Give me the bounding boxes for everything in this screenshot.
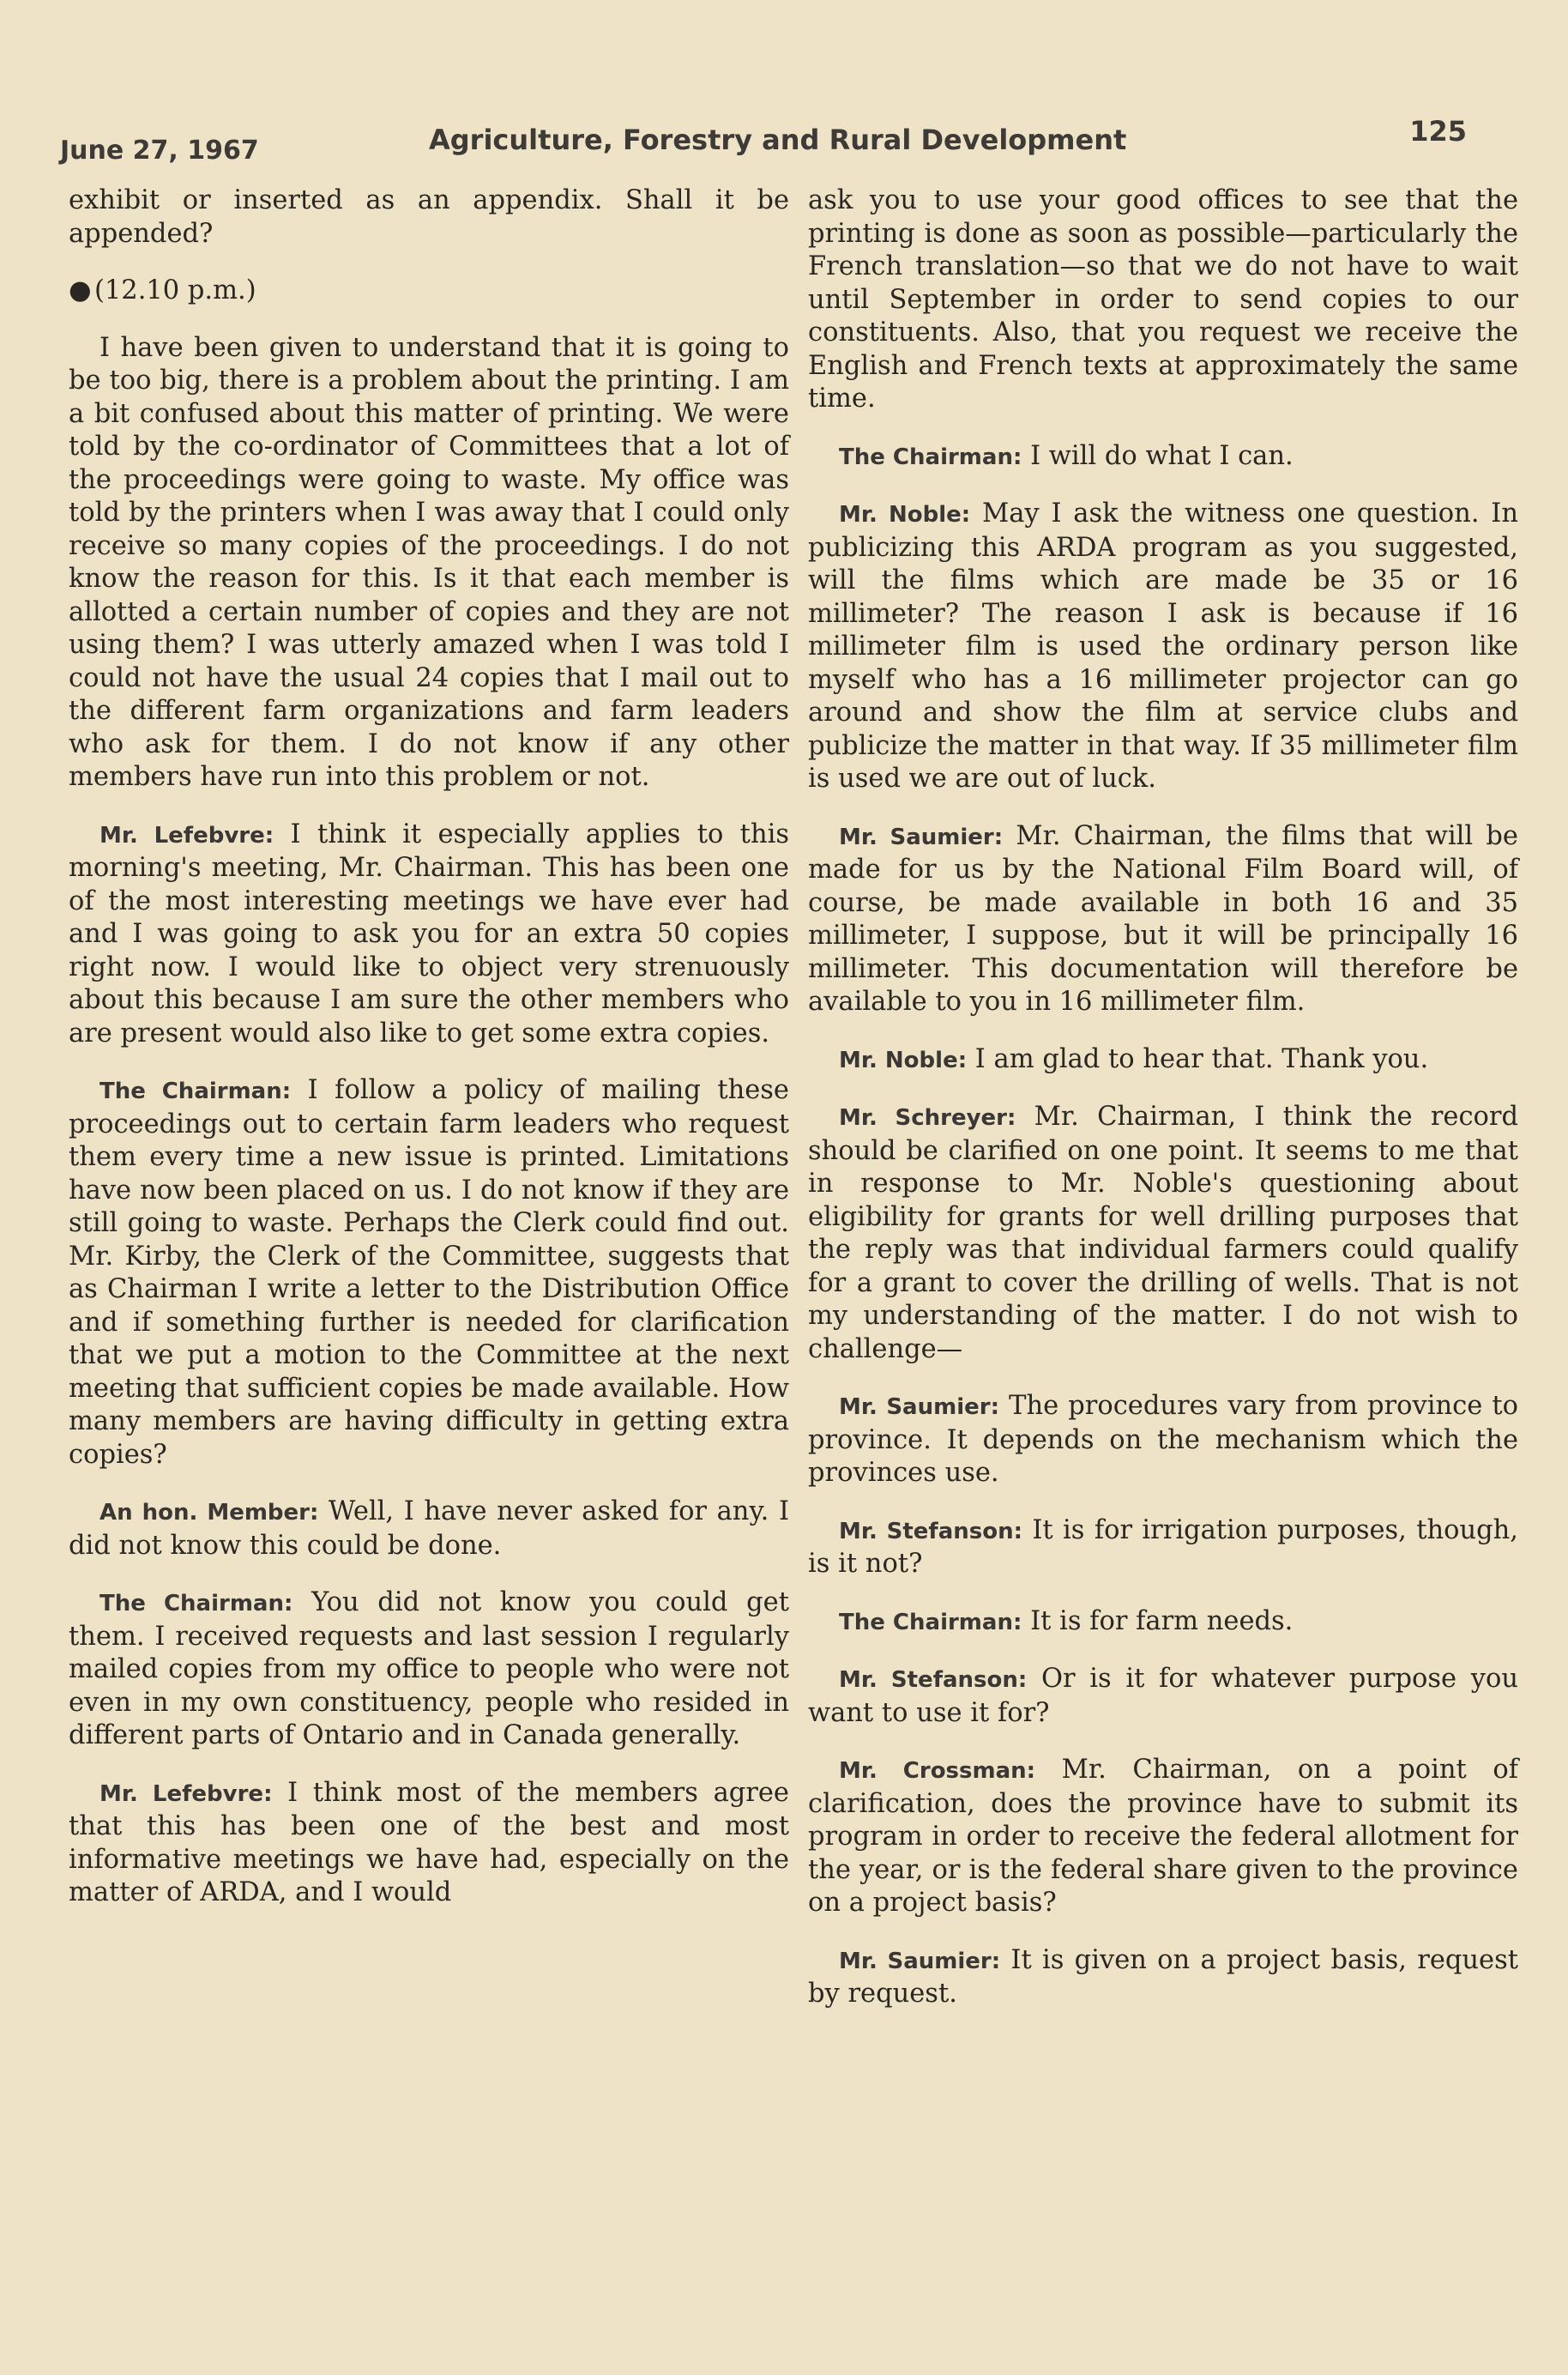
speech-paragraph bbox=[808, 1754, 1518, 1920]
speech-paragraph bbox=[69, 1496, 789, 1562]
page-header bbox=[60, 110, 1467, 166]
speech-text: It is for farm needs. bbox=[1030, 1605, 1294, 1636]
speaker-name: Mr. Saumier: bbox=[839, 1394, 999, 1420]
speech-text: I think most of the members agree that this has been one of the best and most informative meetings we have had, especially on the matter of ARDA, and I would bbox=[69, 1777, 789, 1907]
speech-text: May I ask the witness one question. In publicizing this ARDA program as you suggested, will the films which are made be 35 or 16 millimeter? The reason I ask is because if 16 millimeter film is used the ordinary person like myself who has a 16 millimeter projector can go around and show the film at service clubs and publicize the matter in that way. If 35 millimeter film is used we are out of luck. bbox=[808, 499, 1519, 794]
speech-text: Or is it for whatever purpose you want to use it for? bbox=[808, 1664, 1518, 1728]
paragraph bbox=[808, 184, 1518, 416]
speech-paragraph bbox=[69, 1777, 789, 1910]
speech-paragraph bbox=[69, 819, 789, 1051]
speech-text: Mr. Chairman, on a point of clarification, does the province have to submit its program in order to receive the federal allotment for the year, or is the federal share given to the province on a project basis? bbox=[808, 1755, 1518, 1918]
speaker-name: The Chairman: bbox=[100, 1079, 292, 1104]
speaker-name: Mr. Noble: bbox=[839, 502, 971, 528]
speech-paragraph bbox=[69, 1074, 789, 1472]
speech-text: The procedures vary from province to province. It depends on the mechanism which the provinces use. bbox=[808, 1391, 1518, 1488]
speaker-name: The Chairman: bbox=[100, 1591, 293, 1617]
header-date: June 27, 1967 bbox=[60, 136, 259, 166]
paragraph bbox=[69, 184, 789, 251]
speech-text: Mr. Chairman, I think the record should be clarified on one point. It seems to me that in response to Mr. Noble's questioning about eligibility for grants for well drilling purposes that the reply was that individual farmers could qualify for a grant to cover the drilling of wells. That is not my understanding of the matter. I do not wish to challenge— bbox=[808, 1102, 1518, 1364]
speech-paragraph bbox=[808, 1514, 1518, 1581]
speaker-name: The Chairman: bbox=[839, 444, 1022, 470]
paragraph-text: ask you to use your good offices to see that the printing is done as soon as possible—particularly the French translation—so that we do not have to wait until September in order to send copies to our constituents. Also, that you request we receive the English and French texts at approximately the same time. bbox=[808, 185, 1518, 414]
time-marker bbox=[69, 275, 789, 308]
speech-paragraph bbox=[69, 1586, 789, 1753]
speaker-name: An hon. Member: bbox=[100, 1500, 319, 1526]
time-text: (12.10 p.m.) bbox=[94, 275, 256, 305]
speech-paragraph bbox=[808, 1944, 1518, 2011]
speech-text: I think it especially applies to this morning's meeting, Mr. Chairman. This has been one of the most interesting meetings we have ever had and I was going to ask you for an extra 50 copies right now. I would like to object very strenuously about this because I am sure the other members who are present would also like to get some extra copies. bbox=[69, 819, 789, 1049]
speech-paragraph bbox=[808, 820, 1518, 1019]
speaker-name: Mr. Lefebvre: bbox=[100, 822, 274, 849]
speaker-name: The Chairman: bbox=[839, 1609, 1022, 1635]
speech-paragraph bbox=[808, 498, 1518, 796]
speech-paragraph bbox=[808, 1043, 1518, 1078]
speech-text: Well, I have never asked for any. I did not know this could be done. bbox=[69, 1496, 789, 1561]
speech-text: I will do what I can. bbox=[1030, 440, 1294, 471]
speaker-name: Mr. Saumier: bbox=[839, 1948, 1001, 1974]
speech-paragraph bbox=[808, 440, 1518, 474]
speech-paragraph bbox=[808, 1101, 1518, 1366]
speech-paragraph bbox=[808, 1605, 1518, 1640]
speech-paragraph bbox=[808, 1663, 1518, 1730]
speech-text: It is given on a project basis, request by request. bbox=[808, 1944, 1518, 2009]
left-column bbox=[69, 184, 789, 1934]
page-number: 125 bbox=[1409, 115, 1467, 148]
speech-text: It is for irrigation purposes, though, is it not? bbox=[808, 1514, 1518, 1579]
speaker-name: Mr. Lefebvre: bbox=[100, 1780, 273, 1807]
speech-text: I follow a policy of mailing these proceedings out to certain farm leaders who request them every time a new issue is printed. Limitations have now been placed on us. I do not know if they are still going to waste. Perhaps the Clerk could find out. Mr. Kirby, the Clerk of the Committee, suggests that as Chairman I write a letter to the Distribution Office and if something further is needed for clarification that we put a motion to the Committee at the next meeting that sufficient copies be made available. How many members are having difficulty in getting extra copies? bbox=[69, 1075, 789, 1470]
speaker-name: Mr. Crossman: bbox=[839, 1758, 1036, 1784]
speaker-name: Mr. Stefanson: bbox=[839, 1518, 1022, 1544]
paragraph bbox=[69, 332, 789, 795]
speaker-name: Mr. Noble: bbox=[839, 1047, 968, 1073]
speech-text: You did not know you could get them. I received requests and last session I regularly mailed copies from my office to people who were not even in my own constituency, people who resided in different parts of Ontario and in Canada generally. bbox=[69, 1587, 789, 1750]
paragraph-text: I have been given to understand that it is going to be too big, there is a problem about the printing. I am a bit confused about this matter of printing. We were told by the co-ordinator of Committees that a lot of the proceedings were going to waste. My office was told by the printers when I was away that I could only receive so many copies of the proceedings. I do not know the reason for this. Is it that each member is allotted a certain number of copies and they are not using them? I was utterly amazed when I was told I could not have the usual 24 copies that I mail out to the different farm organizations and farm leaders who ask for them. I do not know if any other members have run into this problem or not. bbox=[69, 332, 789, 792]
speech-paragraph bbox=[808, 1390, 1518, 1490]
speaker-name: Mr. Stefanson: bbox=[839, 1667, 1028, 1693]
bullet-icon: ● bbox=[69, 275, 92, 305]
speaker-name: Mr. Saumier: bbox=[839, 824, 1004, 850]
paragraph-text: exhibit or inserted as an appendix. Shall it be appended? bbox=[69, 185, 789, 249]
right-column bbox=[808, 184, 1518, 2035]
header-title: Agriculture, Forestry and Rural Development bbox=[429, 124, 1127, 156]
speaker-name: Mr. Schreyer: bbox=[839, 1105, 1016, 1131]
speech-text: I am glad to hear that. Thank you. bbox=[974, 1043, 1429, 1074]
speech-text: Mr. Chairman, the films that will be made for us by the National Film Board will, of course, be made available in both 16 and 35 millimeter, I suppose, but it will be principally 16 millimeter. This documentation will therefore be available to you in 16 millimeter film. bbox=[808, 820, 1518, 1017]
